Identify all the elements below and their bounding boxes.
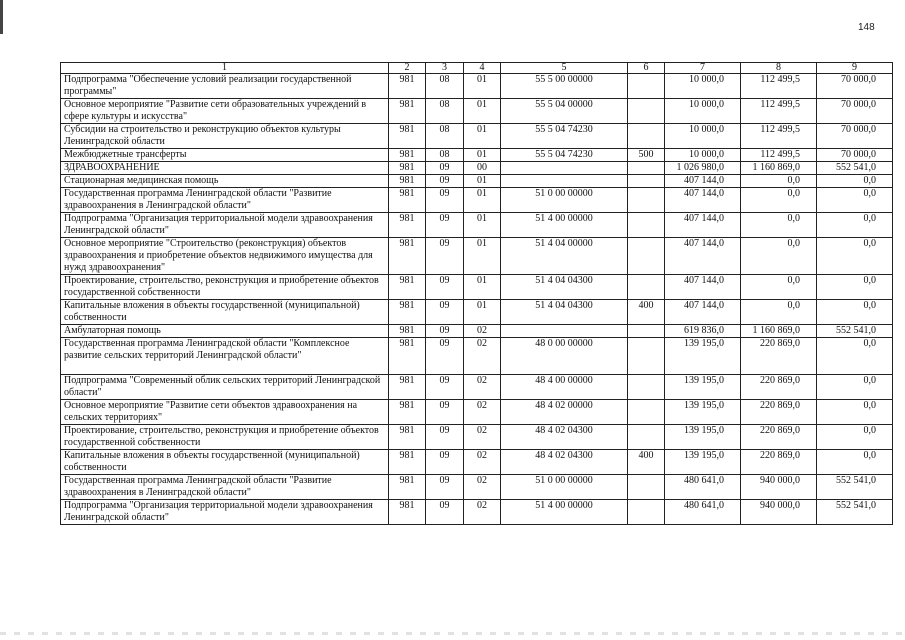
row-value-cell: 09 <box>426 275 464 300</box>
row-value-cell: 619 836,0 <box>665 325 741 338</box>
row-value-cell: 981 <box>389 450 426 475</box>
table-row <box>61 124 893 149</box>
row-value-cell: 55 5 04 00000 <box>501 99 628 124</box>
row-value-cell: 112 499,5 <box>741 149 817 162</box>
row-value-cell: 09 <box>426 338 464 375</box>
row-value-cell <box>628 175 665 188</box>
row-name-cell: Подпрограмма "Обеспечение условий реализации государственной программы" <box>61 74 389 99</box>
row-name-cell: Капитальные вложения в объекты государственной (муниципальной) собственности <box>61 450 389 475</box>
row-value-cell: 02 <box>464 450 501 475</box>
row-value-cell: 0,0 <box>741 238 817 275</box>
row-value-cell: 0,0 <box>741 213 817 238</box>
row-value-cell: 0,0 <box>817 213 893 238</box>
row-value-cell: 09 <box>426 300 464 325</box>
row-value-cell: 00 <box>464 162 501 175</box>
row-name-cell: Государственная программа Ленинградской области "Развитие здравоохранения в Ленинградской области" <box>61 475 389 500</box>
row-value-cell: 51 0 00 00000 <box>501 188 628 213</box>
row-name-cell: Основное мероприятие "Строительство (реконструкция) объектов здравоохранения и приобретение объектов недвижимого имущества для нужд здравоохранения" <box>61 238 389 275</box>
row-value-cell: 01 <box>464 74 501 99</box>
row-value-cell <box>628 188 665 213</box>
row-value-cell: 407 144,0 <box>665 300 741 325</box>
row-value-cell: 02 <box>464 475 501 500</box>
row-value-cell <box>628 338 665 375</box>
scan-noise <box>0 632 905 635</box>
row-value-cell: 09 <box>426 400 464 425</box>
table-row <box>61 149 893 162</box>
table-row <box>61 375 893 400</box>
row-value-cell <box>628 124 665 149</box>
column-header: 8 <box>741 63 817 74</box>
row-value-cell: 981 <box>389 162 426 175</box>
row-value-cell: 48 4 02 04300 <box>501 425 628 450</box>
column-header: 9 <box>817 63 893 74</box>
row-value-cell: 139 195,0 <box>665 338 741 375</box>
column-header: 5 <box>501 63 628 74</box>
row-value-cell: 500 <box>628 149 665 162</box>
row-value-cell: 407 144,0 <box>665 213 741 238</box>
row-value-cell: 139 195,0 <box>665 450 741 475</box>
row-name-cell: Амбулаторная помощь <box>61 325 389 338</box>
row-value-cell: 09 <box>426 375 464 400</box>
row-name-cell: Субсидии на строительство и реконструкцию объектов культуры Ленинградской области <box>61 124 389 149</box>
row-value-cell: 09 <box>426 475 464 500</box>
row-value-cell: 220 869,0 <box>741 400 817 425</box>
column-header: 1 <box>61 63 389 74</box>
row-value-cell: 139 195,0 <box>665 375 741 400</box>
table-row <box>61 450 893 475</box>
row-value-cell: 981 <box>389 213 426 238</box>
row-value-cell <box>628 325 665 338</box>
column-header: 6 <box>628 63 665 74</box>
row-value-cell <box>628 99 665 124</box>
table-row <box>61 475 893 500</box>
row-value-cell <box>501 162 628 175</box>
row-value-cell: 400 <box>628 450 665 475</box>
row-value-cell <box>628 425 665 450</box>
row-value-cell: 48 4 00 00000 <box>501 375 628 400</box>
row-value-cell: 01 <box>464 188 501 213</box>
table-row <box>61 213 893 238</box>
row-value-cell: 09 <box>426 425 464 450</box>
row-value-cell: 48 4 02 04300 <box>501 450 628 475</box>
row-value-cell: 112 499,5 <box>741 74 817 99</box>
row-value-cell: 0,0 <box>817 188 893 213</box>
row-value-cell: 220 869,0 <box>741 425 817 450</box>
row-value-cell: 70 000,0 <box>817 74 893 99</box>
budget-table <box>60 62 893 525</box>
row-value-cell <box>628 375 665 400</box>
row-value-cell <box>628 475 665 500</box>
row-value-cell: 0,0 <box>741 275 817 300</box>
row-value-cell <box>628 162 665 175</box>
row-value-cell: 981 <box>389 124 426 149</box>
row-value-cell: 981 <box>389 375 426 400</box>
row-value-cell: 02 <box>464 425 501 450</box>
row-value-cell: 55 5 00 00000 <box>501 74 628 99</box>
table-row <box>61 400 893 425</box>
row-value-cell: 08 <box>426 124 464 149</box>
row-value-cell <box>628 74 665 99</box>
row-value-cell: 01 <box>464 175 501 188</box>
row-value-cell: 08 <box>426 149 464 162</box>
column-header: 3 <box>426 63 464 74</box>
row-value-cell: 10 000,0 <box>665 74 741 99</box>
row-value-cell: 55 5 04 74230 <box>501 149 628 162</box>
row-value-cell: 51 4 00 00000 <box>501 213 628 238</box>
row-value-cell: 02 <box>464 338 501 375</box>
table-row <box>61 300 893 325</box>
row-value-cell: 112 499,5 <box>741 99 817 124</box>
row-value-cell: 09 <box>426 175 464 188</box>
table-row <box>61 338 893 375</box>
table-body <box>61 63 893 525</box>
row-value-cell: 981 <box>389 425 426 450</box>
row-value-cell: 1 026 980,0 <box>665 162 741 175</box>
row-value-cell <box>501 175 628 188</box>
row-value-cell: 0,0 <box>817 375 893 400</box>
row-value-cell: 981 <box>389 338 426 375</box>
row-value-cell: 552 541,0 <box>817 162 893 175</box>
row-value-cell <box>628 238 665 275</box>
row-value-cell <box>628 213 665 238</box>
row-value-cell: 407 144,0 <box>665 238 741 275</box>
row-value-cell: 0,0 <box>817 275 893 300</box>
table-row <box>61 188 893 213</box>
row-value-cell: 70 000,0 <box>817 99 893 124</box>
row-name-cell: ЗДРАВООХРАНЕНИЕ <box>61 162 389 175</box>
row-name-cell: Государственная программа Ленинградской области "Комплексное развитие сельских территорий Ленинградской области" <box>61 338 389 375</box>
row-name-cell: Основное мероприятие "Развитие сети объектов здравоохранения на сельских территориях" <box>61 400 389 425</box>
row-value-cell: 70 000,0 <box>817 124 893 149</box>
row-value-cell: 400 <box>628 300 665 325</box>
row-value-cell: 09 <box>426 162 464 175</box>
row-value-cell: 02 <box>464 500 501 525</box>
table-row <box>61 99 893 124</box>
row-value-cell: 1 160 869,0 <box>741 325 817 338</box>
row-value-cell: 112 499,5 <box>741 124 817 149</box>
row-value-cell: 10 000,0 <box>665 99 741 124</box>
row-value-cell: 480 641,0 <box>665 500 741 525</box>
table-row <box>61 238 893 275</box>
row-value-cell: 981 <box>389 275 426 300</box>
row-value-cell: 220 869,0 <box>741 375 817 400</box>
row-value-cell: 981 <box>389 149 426 162</box>
row-value-cell: 10 000,0 <box>665 124 741 149</box>
row-value-cell: 09 <box>426 500 464 525</box>
row-value-cell: 981 <box>389 475 426 500</box>
row-value-cell: 0,0 <box>817 238 893 275</box>
row-value-cell: 01 <box>464 149 501 162</box>
row-value-cell: 01 <box>464 124 501 149</box>
table-row <box>61 175 893 188</box>
column-header: 4 <box>464 63 501 74</box>
row-value-cell: 0,0 <box>741 175 817 188</box>
row-value-cell: 981 <box>389 99 426 124</box>
row-value-cell <box>628 500 665 525</box>
column-header: 2 <box>389 63 426 74</box>
row-value-cell: 02 <box>464 375 501 400</box>
scan-edge-mark <box>0 0 3 34</box>
column-number-row <box>61 63 893 74</box>
row-value-cell: 0,0 <box>817 450 893 475</box>
row-value-cell: 0,0 <box>817 338 893 375</box>
row-value-cell: 01 <box>464 300 501 325</box>
row-name-cell: Межбюджетные трансферты <box>61 149 389 162</box>
row-value-cell: 51 4 04 04300 <box>501 300 628 325</box>
row-value-cell: 0,0 <box>817 300 893 325</box>
row-value-cell: 08 <box>426 74 464 99</box>
table-row <box>61 162 893 175</box>
row-value-cell: 0,0 <box>817 400 893 425</box>
row-value-cell: 55 5 04 74230 <box>501 124 628 149</box>
row-value-cell: 981 <box>389 74 426 99</box>
column-header: 7 <box>665 63 741 74</box>
row-value-cell: 09 <box>426 213 464 238</box>
row-name-cell: Проектирование, строительство, реконструкция и приобретение объектов государственной собственности <box>61 275 389 300</box>
row-value-cell: 01 <box>464 275 501 300</box>
row-value-cell: 01 <box>464 238 501 275</box>
row-value-cell: 981 <box>389 325 426 338</box>
row-value-cell: 48 0 00 00000 <box>501 338 628 375</box>
row-value-cell: 02 <box>464 400 501 425</box>
row-value-cell: 220 869,0 <box>741 338 817 375</box>
row-value-cell: 220 869,0 <box>741 450 817 475</box>
row-name-cell: Стационарная медицинская помощь <box>61 175 389 188</box>
table-row <box>61 325 893 338</box>
row-value-cell: 407 144,0 <box>665 175 741 188</box>
row-name-cell: Подпрограмма "Современный облик сельских территорий Ленинградской области" <box>61 375 389 400</box>
row-value-cell <box>501 325 628 338</box>
row-value-cell: 70 000,0 <box>817 149 893 162</box>
row-value-cell: 09 <box>426 238 464 275</box>
row-value-cell: 02 <box>464 325 501 338</box>
row-value-cell: 08 <box>426 99 464 124</box>
table-row <box>61 275 893 300</box>
row-value-cell: 940 000,0 <box>741 475 817 500</box>
row-name-cell: Государственная программа Ленинградской области "Развитие здравоохранения в Ленинградской области" <box>61 188 389 213</box>
row-value-cell <box>628 275 665 300</box>
row-name-cell: Подпрограмма "Организация территориальной модели здравоохранения Ленинградской области" <box>61 213 389 238</box>
row-value-cell: 0,0 <box>817 425 893 450</box>
row-value-cell: 51 4 04 04300 <box>501 275 628 300</box>
row-value-cell: 552 541,0 <box>817 325 893 338</box>
row-value-cell: 0,0 <box>817 175 893 188</box>
row-name-cell: Капитальные вложения в объекты государственной (муниципальной) собственности <box>61 300 389 325</box>
row-value-cell: 981 <box>389 300 426 325</box>
row-value-cell: 51 0 00 00000 <box>501 475 628 500</box>
row-value-cell: 940 000,0 <box>741 500 817 525</box>
row-value-cell <box>628 400 665 425</box>
table-row <box>61 500 893 525</box>
row-value-cell: 0,0 <box>741 300 817 325</box>
row-value-cell: 10 000,0 <box>665 149 741 162</box>
row-value-cell: 01 <box>464 99 501 124</box>
row-value-cell: 0,0 <box>741 188 817 213</box>
table-row <box>61 425 893 450</box>
row-value-cell: 48 4 02 00000 <box>501 400 628 425</box>
row-value-cell: 09 <box>426 450 464 475</box>
page-number: 148 <box>858 22 875 33</box>
row-value-cell: 139 195,0 <box>665 400 741 425</box>
row-value-cell: 407 144,0 <box>665 275 741 300</box>
row-value-cell: 552 541,0 <box>817 475 893 500</box>
row-value-cell: 09 <box>426 188 464 213</box>
row-value-cell: 407 144,0 <box>665 188 741 213</box>
row-value-cell: 981 <box>389 188 426 213</box>
row-value-cell: 51 4 00 00000 <box>501 500 628 525</box>
row-value-cell: 981 <box>389 400 426 425</box>
row-value-cell: 981 <box>389 500 426 525</box>
row-value-cell: 139 195,0 <box>665 425 741 450</box>
row-value-cell: 01 <box>464 213 501 238</box>
row-value-cell: 51 4 04 00000 <box>501 238 628 275</box>
row-value-cell: 552 541,0 <box>817 500 893 525</box>
row-name-cell: Основное мероприятие "Развитие сети образовательных учреждений в сфере культуры и искусства" <box>61 99 389 124</box>
row-value-cell: 981 <box>389 238 426 275</box>
row-value-cell: 981 <box>389 175 426 188</box>
row-name-cell: Подпрограмма "Организация территориальной модели здравоохранения Ленинградской области" <box>61 500 389 525</box>
row-value-cell: 09 <box>426 325 464 338</box>
row-value-cell: 1 160 869,0 <box>741 162 817 175</box>
table-row <box>61 74 893 99</box>
row-name-cell: Проектирование, строительство, реконструкция и приобретение объектов государственной собственности <box>61 425 389 450</box>
row-value-cell: 480 641,0 <box>665 475 741 500</box>
